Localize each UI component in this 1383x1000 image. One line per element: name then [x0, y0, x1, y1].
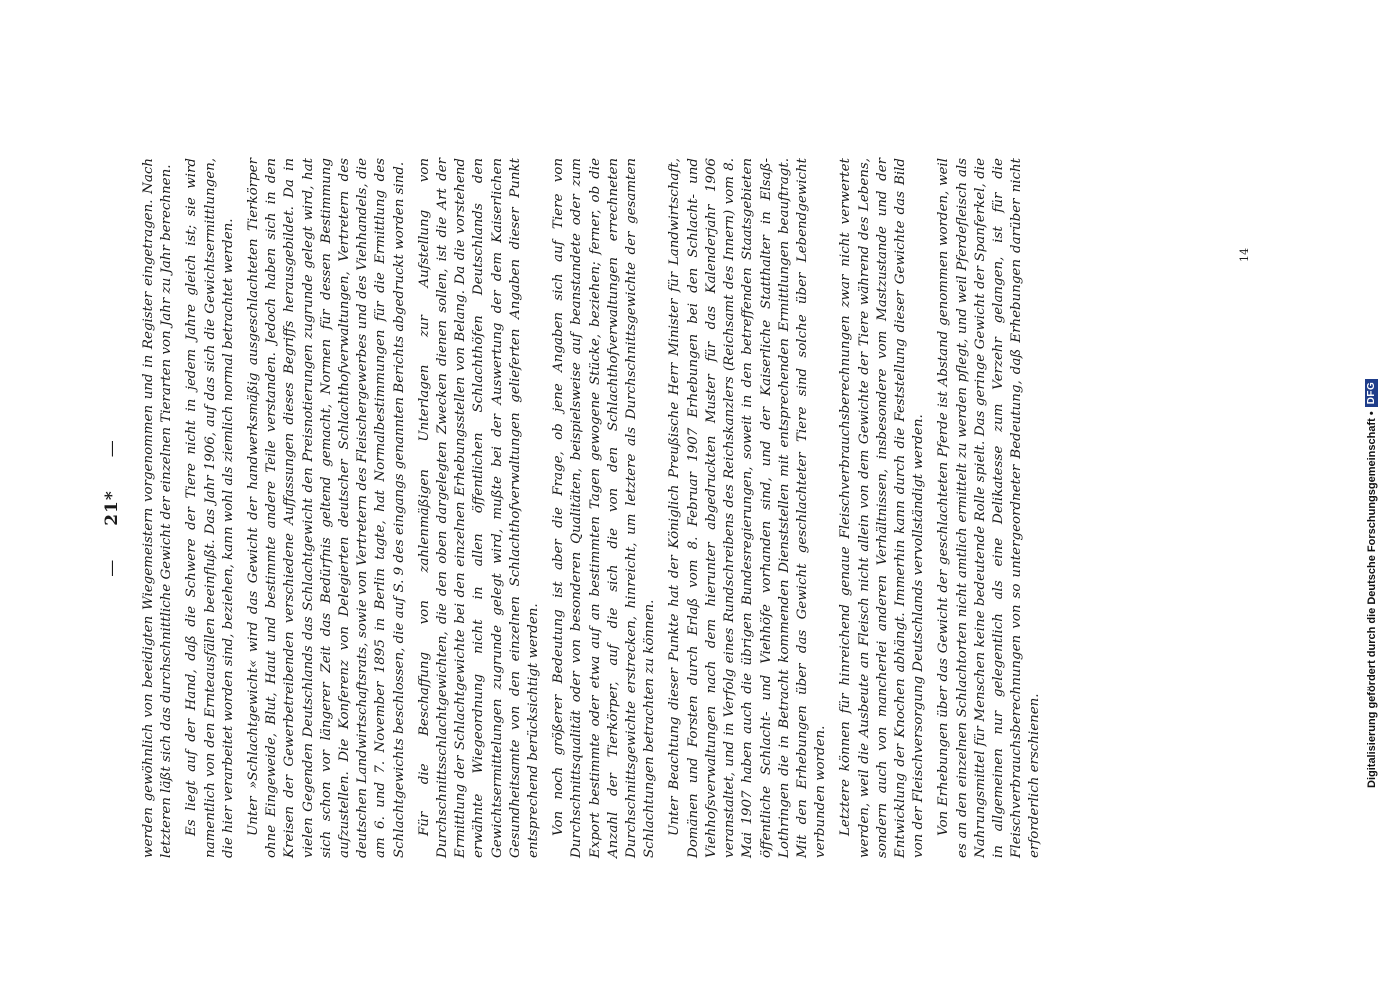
running-head [102, 158, 122, 858]
dfg-logo: DFG [1365, 379, 1378, 408]
paragraph-7: Letztere können für hinreichend genaue Fleischverbrauchsberechnungen zwar nicht verwertet werden, weil die Ausbeute an Fleisch nicht allein von dem Gewichte der Tiere während des Lebens, sondern auch von mancherlei anderen Verhältnissen, insbesondere vom Mastzustande und der Entwicklung der Knochen abhängt. Immerhin kann durch die Feststellung dieser Gewichte das Bild von der Fleischversorgung Deutschlands vervollständigt werden. [838, 158, 927, 858]
page-number: 14 [1238, 248, 1251, 262]
running-head-right-dash: — [102, 439, 122, 458]
running-head-left-dash: — [102, 558, 122, 577]
running-head-page-label: 21* [102, 490, 122, 526]
paragraph-3: Unter »Schlachtgewicht« wird das Gewicht der handwerksmäßig ausgeschlachteten Tierkörper ohne Eingeweide, Blut, Haut und bestimmte andere Teile verstanden. Jedoch haben sich in den Kreisen der Gewerbetreibenden verschiedene Auffassungen dieses Begriffs herausgebildet. Da in vielen Gegenden Deutschlands das Schlachtgewicht den Preisnotierungen zugrunde gelegt wird, hat sich schon vor längerer Zeit das Bedürfnis geltend gemacht, Normen für dessen Bestimmung aufzustellen. Die Konferenz von Delegierten deutscher Schlachthofverwaltungen, Vertretern des deutschen Landwirtschaftsrats, sowie von Vertretern des Fleischergewerbes und des Viehhandels, die am 6. und 7. November 1895 in Berlin tagte, hat Normalbestimmungen für die Ermittlung des Schlachtgewichts beschlossen, die auf S. 9 des eingangs genannten Berichts abgedruckt worden sind. [246, 158, 407, 858]
dfg-footer-text: Digitalisierung gefördert durch die Deutsche Forschungsgemeinschaft • [1365, 411, 1378, 788]
paragraph-1: werden gewöhnlich von beeidigten Wiegemeistern vorgenommen und in Register eingetragen. Nach letzteren läßt sich das durchschnittliche Gewicht der einzelnen Tierarten von Jahr zu Jahr berechnen. [141, 158, 175, 858]
paragraph-4: Für die Beschaffung von zahlenmäßigen Unterlagen zur Aufstellung von Durchschnittsschlachtgewichten, die den oben dargelegten Zwecken dienen sollen, ist die Art der Ermittlung der Schlachtgewichte bei den einzelnen Erhebungsstellen von Belang. Da die vorstehend erwähnte Wiegeordnung nicht in allen öffentlichen Schlachthöfen Deutschlands den Gewichtsermittelungen zugrunde gelegt wird, mußte bei der Auswertung der dem Kaiserlichen Gesundheitsamte von den einzelnen Schlachthofverwaltungen gelieferten Angaben dieser Punkt entsprechend berücksichtigt werden. [416, 158, 542, 858]
paragraph-6: Unter Beachtung dieser Punkte hat der Königlich Preußische Herr Minister für Landwirtschaft, Domänen und Forsten durch Erlaß vom 8. Februar 1907 Erhebungen bei den Schlacht- und Viehhofsverwaltungen nach dem hierunter abgedruckten Muster für das Kalenderjahr 1906 veranstaltet, und in Verfolg eines Rundschreibens des Reichskanzlers (Reichsamt des Innern) vom 8. Mai 1907 haben auch die übrigen Bundesregierungen, soweit in den betreffenden Staatsgebieten öffentliche Schlacht- und Viehhöfe vorhanden sind, und der Kaiserliche Statthalter in Elsaß-Lothringen die in Betracht kommenden Dienststellen mit entsprechenden Ermittlungen beauftragt. Mit den Erhebungen über das Gewicht geschlachteter Tiere sind solche über Lebendgewicht verbunden worden. [667, 158, 829, 858]
paragraph-2: Es liegt auf der Hand, daß die Schwere der Tiere nicht in jedem Jahre gleich ist; sie wird namentlich von den Ernteausfällen beeinflußt. Das Jahr 1906, auf das sich die Gewichtsermittlungen, die hier verarbeitet worden sind, beziehen, kann wohl als ziemlich normal betrachtet werden. [184, 158, 236, 858]
rotated-page [102, 158, 1043, 858]
paragraph-5: Von noch größerer Bedeutung ist aber die Frage, ob jene Angaben sich auf Tiere von Durchschnittsqualität oder von besonderen Qualitäten, beispielsweise auf beanstandete oder zum Export bestimmte oder etwa auf an bestimmten Tagen gewogene Stücke, beziehen; ferner, ob die Anzahl der Tierkörper, auf die sich die von den Schlachthofverwaltungen errechneten Durchschnittsgewichte erstrecken, hinreicht, um letztere als Durchschnittsgewichte der gesamten Schlachtungen betrachten zu können. [551, 158, 658, 858]
paragraph-8: Von Erhebungen über das Gewicht der geschlachteten Pferde ist Abstand genommen worden, weil es an den einzelnen Schlachtorten nicht amtlich ermittelt zu werden pflegt, und weil Pferdefleisch als Nahrungsmittel für Menschen keine bedeutende Rolle spielt. Das geringe Gewicht der Spanferkel, die in allgemeinen nur gelegentlich als eine Delikatesse zum Verzehr gelangen, ist für die Fleischverbrauchsberechnungen von so untergeordneter Bedeutung, daß Erhebungen darüber nicht erforderlich erschienen. [936, 158, 1043, 858]
dfg-footer [1365, 379, 1378, 788]
